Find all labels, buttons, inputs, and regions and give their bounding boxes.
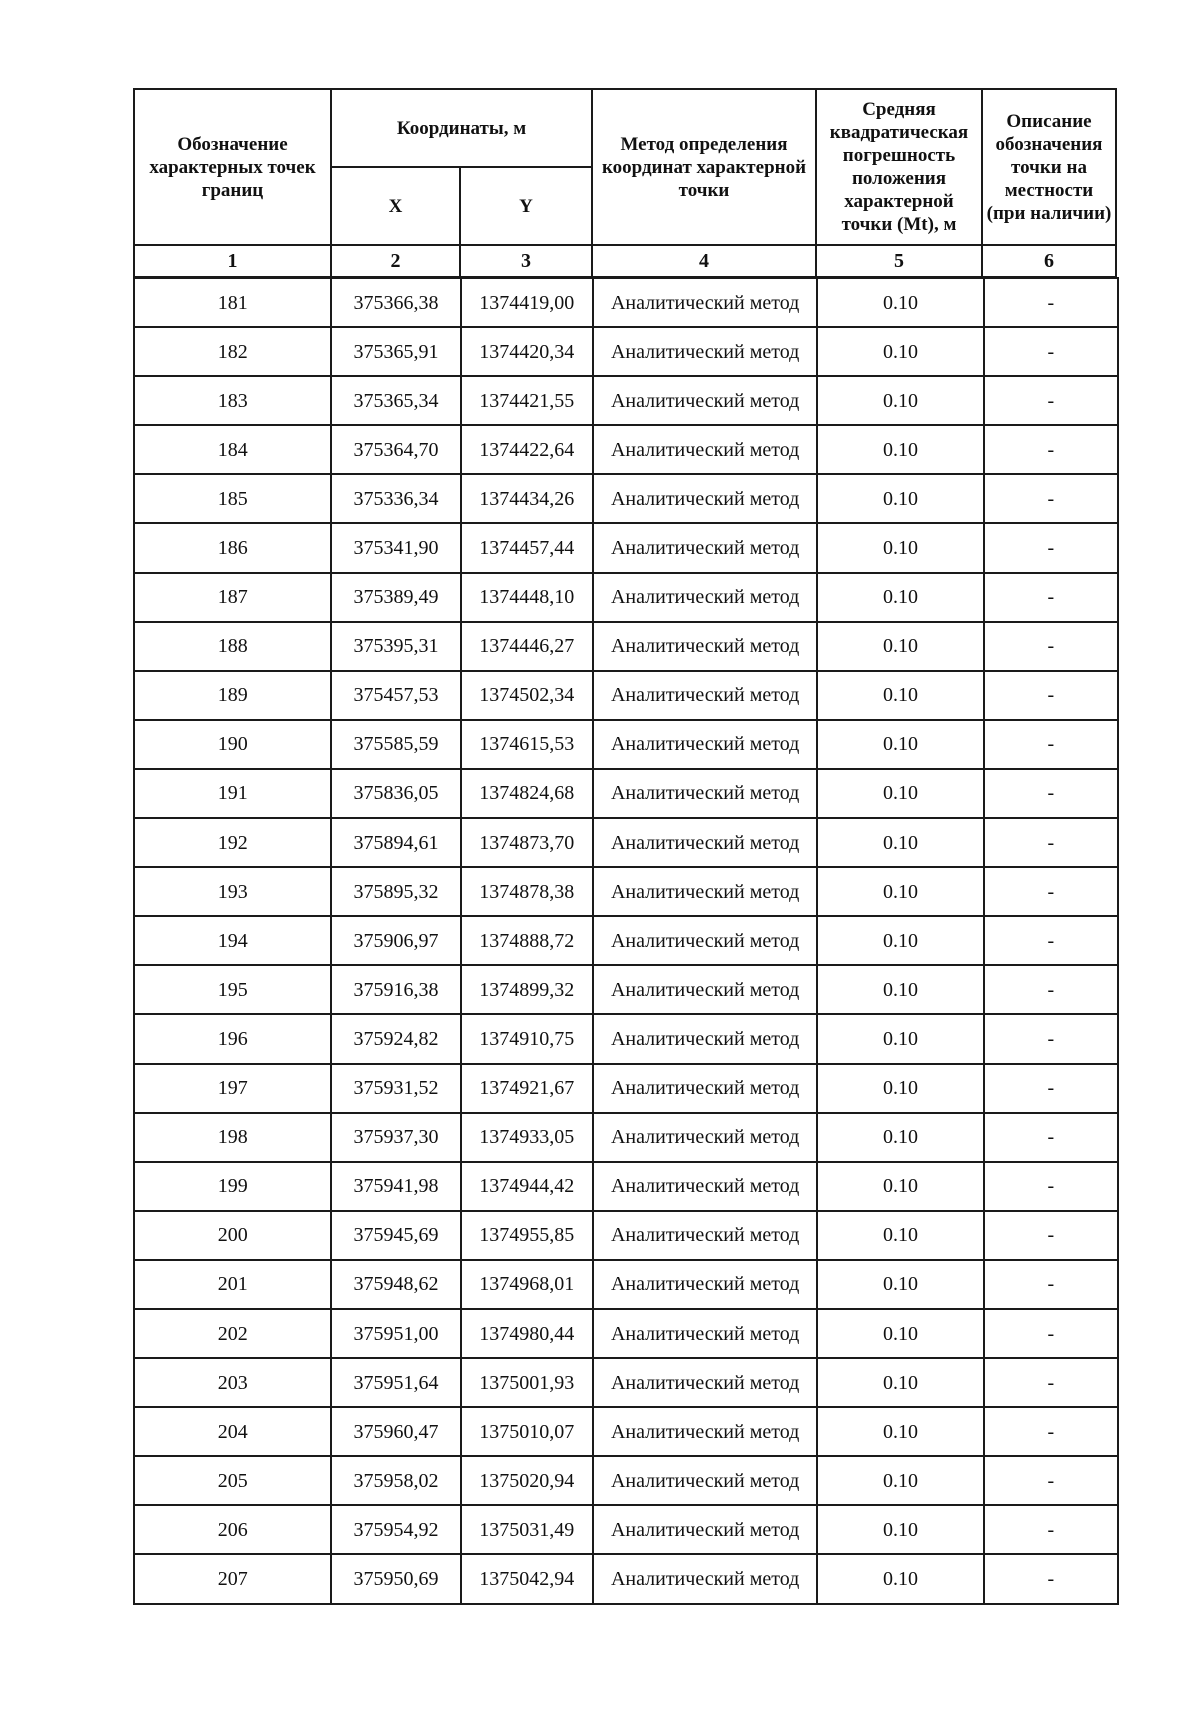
cell-mt: 0.10 [817,671,983,720]
cell-method: Аналитический метод [593,965,817,1014]
cell-description: - [984,327,1118,376]
cell-y: 1374824,68 [461,769,593,818]
cell-mt: 0.10 [817,916,983,965]
cell-y: 1374888,72 [461,916,593,965]
cell-point: 183 [134,376,331,425]
cell-description: - [984,916,1118,965]
cell-mt: 0.10 [817,1211,983,1260]
table-row [134,1014,1118,1063]
table-row [134,474,1118,523]
cell-description: - [984,376,1118,425]
cell-method: Аналитический метод [593,474,817,523]
cell-mt: 0.10 [817,867,983,916]
cell-point: 193 [134,867,331,916]
table-row [134,1407,1118,1456]
cell-method: Аналитический метод [593,916,817,965]
cell-mt: 0.10 [817,769,983,818]
cell-method: Аналитический метод [593,1162,817,1211]
cell-method: Аналитический метод [593,867,817,916]
cell-x: 375906,97 [331,916,460,965]
cell-mt: 0.10 [817,1456,983,1505]
cell-mt: 0.10 [817,376,983,425]
cell-y: 1374446,27 [461,622,593,671]
table-row [134,1113,1118,1162]
cell-point: 186 [134,523,331,572]
table-row [134,1554,1118,1603]
cell-x: 375945,69 [331,1211,460,1260]
cell-description: - [984,622,1118,671]
cell-y: 1375001,93 [461,1358,593,1407]
table-row [134,1211,1118,1260]
cell-description: - [984,1505,1118,1554]
cell-x: 375336,34 [331,474,460,523]
table-row [134,376,1118,425]
cell-y: 1374968,01 [461,1260,593,1309]
table-row [134,1456,1118,1505]
cell-point: 203 [134,1358,331,1407]
cell-point: 195 [134,965,331,1014]
cell-description: - [984,1407,1118,1456]
cell-point: 201 [134,1260,331,1309]
cell-y: 1374899,32 [461,965,593,1014]
cell-y: 1375042,94 [461,1554,593,1603]
table-row [134,1358,1118,1407]
cell-mt: 0.10 [817,327,983,376]
table-row [134,622,1118,671]
cell-y: 1374434,26 [461,474,593,523]
cell-point: 187 [134,573,331,622]
cell-y: 1374873,70 [461,818,593,867]
header-col-number: 2 [331,245,460,277]
cell-point: 197 [134,1064,331,1113]
cell-method: Аналитический метод [593,1407,817,1456]
cell-x: 375894,61 [331,818,460,867]
header-y: Y [460,167,592,245]
table-row [134,1260,1118,1309]
cell-method: Аналитический метод [593,1554,817,1603]
cell-description: - [984,818,1118,867]
header-col-number: 4 [592,245,816,277]
header-coordinates: Координаты, м [331,89,592,167]
cell-description: - [984,1358,1118,1407]
cell-x: 375365,91 [331,327,460,376]
cell-method: Аналитический метод [593,278,817,327]
cell-mt: 0.10 [817,818,983,867]
cell-description: - [984,278,1118,327]
cell-x: 375365,34 [331,376,460,425]
cell-y: 1374980,44 [461,1309,593,1358]
cell-y: 1374933,05 [461,1113,593,1162]
cell-description: - [984,523,1118,572]
cell-y: 1374944,42 [461,1162,593,1211]
cell-description: - [984,720,1118,769]
header-col-number: 5 [816,245,982,277]
cell-method: Аналитический метод [593,1113,817,1162]
cell-y: 1374921,67 [461,1064,593,1113]
cell-method: Аналитический метод [593,1309,817,1358]
cell-description: - [984,671,1118,720]
cell-point: 205 [134,1456,331,1505]
cell-method: Аналитический метод [593,573,817,622]
table-row [134,867,1118,916]
cell-method: Аналитический метод [593,1260,817,1309]
table-row [134,573,1118,622]
cell-mt: 0.10 [817,1554,983,1603]
cell-description: - [984,573,1118,622]
cell-description: - [984,1211,1118,1260]
cell-description: - [984,1260,1118,1309]
cell-mt: 0.10 [817,1505,983,1554]
cell-x: 375951,64 [331,1358,460,1407]
cell-x: 375389,49 [331,573,460,622]
table-row [134,671,1118,720]
cell-mt: 0.10 [817,1358,983,1407]
cell-y: 1374615,53 [461,720,593,769]
cell-description: - [984,1554,1118,1603]
table-row [134,1064,1118,1113]
table-row [134,916,1118,965]
cell-method: Аналитический метод [593,1456,817,1505]
cell-mt: 0.10 [817,1309,983,1358]
cell-point: 202 [134,1309,331,1358]
cell-description: - [984,769,1118,818]
cell-x: 375457,53 [331,671,460,720]
cell-x: 375895,32 [331,867,460,916]
cell-method: Аналитический метод [593,671,817,720]
cell-description: - [984,474,1118,523]
cell-description: - [984,1309,1118,1358]
cell-y: 1374878,38 [461,867,593,916]
header-method: Метод определения координат характерной точки [592,89,816,245]
cell-mt: 0.10 [817,622,983,671]
table-row [134,278,1118,327]
cell-method: Аналитический метод [593,1505,817,1554]
cell-point: 204 [134,1407,331,1456]
cell-y: 1374419,00 [461,278,593,327]
cell-x: 375364,70 [331,425,460,474]
cell-x: 375931,52 [331,1064,460,1113]
cell-x: 375916,38 [331,965,460,1014]
cell-description: - [984,1064,1118,1113]
table-row [134,720,1118,769]
cell-y: 1374910,75 [461,1014,593,1063]
cell-method: Аналитический метод [593,523,817,572]
cell-mt: 0.10 [817,1113,983,1162]
cell-method: Аналитический метод [593,1211,817,1260]
cell-point: 191 [134,769,331,818]
cell-point: 189 [134,671,331,720]
table-row [134,818,1118,867]
table-row [134,425,1118,474]
cell-method: Аналитический метод [593,1064,817,1113]
cell-mt: 0.10 [817,573,983,622]
cell-mt: 0.10 [817,1162,983,1211]
cell-point: 182 [134,327,331,376]
cell-mt: 0.10 [817,523,983,572]
cell-x: 375924,82 [331,1014,460,1063]
cell-point: 194 [134,916,331,965]
table-row [134,1162,1118,1211]
cell-description: - [984,1014,1118,1063]
cell-description: - [984,425,1118,474]
cell-mt: 0.10 [817,1064,983,1113]
cell-point: 188 [134,622,331,671]
cell-y: 1375020,94 [461,1456,593,1505]
cell-method: Аналитический метод [593,622,817,671]
cell-point: 185 [134,474,331,523]
cell-method: Аналитический метод [593,1358,817,1407]
coordinates-table [133,277,1119,1605]
table-row [134,1505,1118,1554]
cell-mt: 0.10 [817,720,983,769]
cell-y: 1375031,49 [461,1505,593,1554]
cell-description: - [984,1162,1118,1211]
cell-mt: 0.10 [817,965,983,1014]
header-description: Описание обозначения точки на местности (при наличии) [982,89,1116,245]
cell-mt: 0.10 [817,425,983,474]
cell-point: 184 [134,425,331,474]
cell-y: 1374502,34 [461,671,593,720]
cell-method: Аналитический метод [593,376,817,425]
cell-method: Аналитический метод [593,327,817,376]
cell-point: 199 [134,1162,331,1211]
cell-x: 375951,00 [331,1309,460,1358]
header-mean-error: Средняя квадратическая погрешность положения характерной точки (Mt), м [816,89,982,245]
cell-mt: 0.10 [817,1260,983,1309]
cell-x: 375948,62 [331,1260,460,1309]
header-col-number: 6 [982,245,1116,277]
cell-y: 1375010,07 [461,1407,593,1456]
cell-x: 375960,47 [331,1407,460,1456]
cell-method: Аналитический метод [593,425,817,474]
cell-method: Аналитический метод [593,720,817,769]
cell-point: 192 [134,818,331,867]
cell-y: 1374420,34 [461,327,593,376]
table-row [134,769,1118,818]
cell-point: 181 [134,278,331,327]
cell-x: 375954,92 [331,1505,460,1554]
table-row [134,965,1118,1014]
header-col-number: 1 [134,245,331,277]
cell-mt: 0.10 [817,1014,983,1063]
cell-description: - [984,867,1118,916]
cell-x: 375836,05 [331,769,460,818]
cell-y: 1374448,10 [461,573,593,622]
cell-mt: 0.10 [817,278,983,327]
cell-point: 198 [134,1113,331,1162]
cell-x: 375950,69 [331,1554,460,1603]
header-point-designation: Обозначение характерных точек границ [134,89,331,245]
cell-x: 375937,30 [331,1113,460,1162]
cell-method: Аналитический метод [593,769,817,818]
cell-x: 375941,98 [331,1162,460,1211]
table-header [133,88,1117,278]
header-col-number: 3 [460,245,592,277]
cell-point: 196 [134,1014,331,1063]
cell-x: 375585,59 [331,720,460,769]
cell-x: 375341,90 [331,523,460,572]
cell-description: - [984,1456,1118,1505]
table-row [134,1309,1118,1358]
table-row [134,327,1118,376]
cell-y: 1374955,85 [461,1211,593,1260]
cell-mt: 0.10 [817,1407,983,1456]
cell-point: 206 [134,1505,331,1554]
cell-y: 1374422,64 [461,425,593,474]
cell-x: 375366,38 [331,278,460,327]
cell-description: - [984,1113,1118,1162]
cell-x: 375958,02 [331,1456,460,1505]
cell-point: 190 [134,720,331,769]
cell-y: 1374421,55 [461,376,593,425]
cell-y: 1374457,44 [461,523,593,572]
header-x: X [331,167,460,245]
cell-point: 200 [134,1211,331,1260]
cell-method: Аналитический метод [593,818,817,867]
cell-description: - [984,965,1118,1014]
cell-point: 207 [134,1554,331,1603]
table-row [134,523,1118,572]
cell-method: Аналитический метод [593,1014,817,1063]
cell-x: 375395,31 [331,622,460,671]
cell-mt: 0.10 [817,474,983,523]
